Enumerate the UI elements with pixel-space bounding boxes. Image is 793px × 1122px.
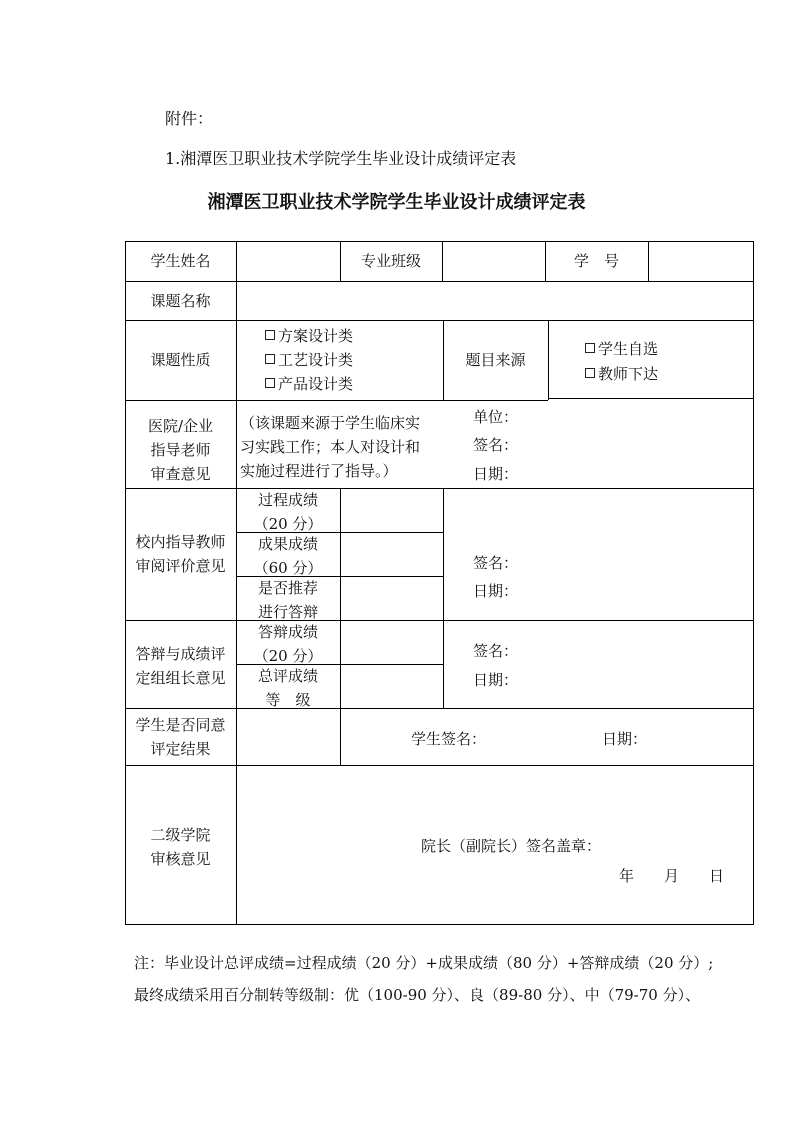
- year-month-day: 年 月 日: [619, 867, 725, 885]
- recommend-defense-field[interactable]: [341, 577, 442, 619]
- source-option[interactable]: 教师下达: [585, 362, 658, 386]
- defense-score-label: 答辩成绩 （20 分）: [253, 623, 323, 665]
- topic-type-option[interactable]: 工艺设计类: [265, 348, 353, 372]
- major-class-label: 专业班级: [360, 252, 421, 270]
- dean-signature-label: 院长（副院长）签名盖章：: [421, 837, 602, 855]
- total-grade-field[interactable]: [341, 665, 442, 707]
- recommend-defense-label: 是否推荐 进行答辩: [257, 579, 318, 621]
- checkbox-icon[interactable]: [265, 330, 275, 340]
- signature-label: 签名：: [473, 642, 519, 660]
- hospital-advisor-label: 医院/企业 指导老师 审查意见: [147, 417, 214, 483]
- signature-label: 签名：: [473, 436, 519, 454]
- checkbox-icon[interactable]: [585, 343, 595, 353]
- college-review-label: 二级学院 审核意见: [150, 826, 211, 868]
- process-score-field[interactable]: [341, 489, 442, 531]
- checkbox-icon[interactable]: [265, 378, 275, 388]
- student-agree-field[interactable]: [237, 709, 339, 764]
- major-class-field[interactable]: [443, 242, 544, 280]
- process-score-label: 过程成绩 （20 分）: [253, 491, 323, 533]
- result-score-label: 成果成绩 （60 分）: [253, 535, 323, 577]
- topic-name-field[interactable]: [237, 282, 752, 319]
- note-line-1: 注：毕业设计总评成绩=过程成绩（20 分）+成果成绩（80 分）+答辩成绩（20 分）;: [134, 954, 714, 972]
- document-title: 湘潭医卫职业技术学院学生毕业设计成绩评定表: [207, 192, 586, 213]
- attachment-label: 附件：: [165, 109, 214, 128]
- total-grade-label: 总评成绩 等 级: [257, 667, 318, 709]
- topic-nature-label: 课题性质: [150, 351, 211, 369]
- defense-group-label: 答辩与成绩评 定组组长意见: [135, 645, 226, 687]
- checkbox-icon[interactable]: [585, 368, 595, 378]
- student-name-label: 学生姓名: [150, 252, 211, 270]
- note-line-2: 最终成绩采用百分制转等级制：优（100-90 分）、良（89-80 分）、中（79-70 分）、: [134, 986, 701, 1004]
- signature-label: 签名：: [473, 554, 519, 572]
- topic-type-option[interactable]: 产品设计类: [265, 372, 353, 396]
- school-advisor-label: 校内指导教师 审阅评价意见: [135, 533, 226, 575]
- defense-score-field[interactable]: [341, 621, 442, 663]
- unit-label: 单位：: [473, 408, 519, 426]
- topic-type-option[interactable]: 方案设计类: [265, 324, 353, 348]
- topic-source-label: 题目来源: [465, 351, 526, 369]
- hospital-statement: （该课题来源于学生临床实 习实践工作；本人对设计和 实施过程进行了指导。）: [240, 414, 421, 480]
- date-label: 日期：: [473, 671, 519, 689]
- result-score-field[interactable]: [341, 533, 442, 575]
- student-signature-label: 学生签名：: [411, 730, 487, 748]
- student-name-field[interactable]: [237, 242, 339, 280]
- student-id-label: 学 号: [573, 252, 619, 270]
- document-subtitle: 1.湘潭医卫职业技术学院学生毕业设计成绩评定表: [165, 149, 517, 168]
- topic-name-label: 课题名称: [150, 292, 211, 310]
- student-agree-label: 学生是否同意 评定结果: [135, 716, 226, 758]
- date-label: 日期：: [473, 582, 519, 600]
- source-option[interactable]: 学生自选: [585, 337, 658, 361]
- checkbox-icon[interactable]: [265, 354, 275, 364]
- student-date-label: 日期：: [602, 730, 648, 748]
- date-label: 日期：: [473, 465, 519, 483]
- student-id-field[interactable]: [649, 242, 752, 280]
